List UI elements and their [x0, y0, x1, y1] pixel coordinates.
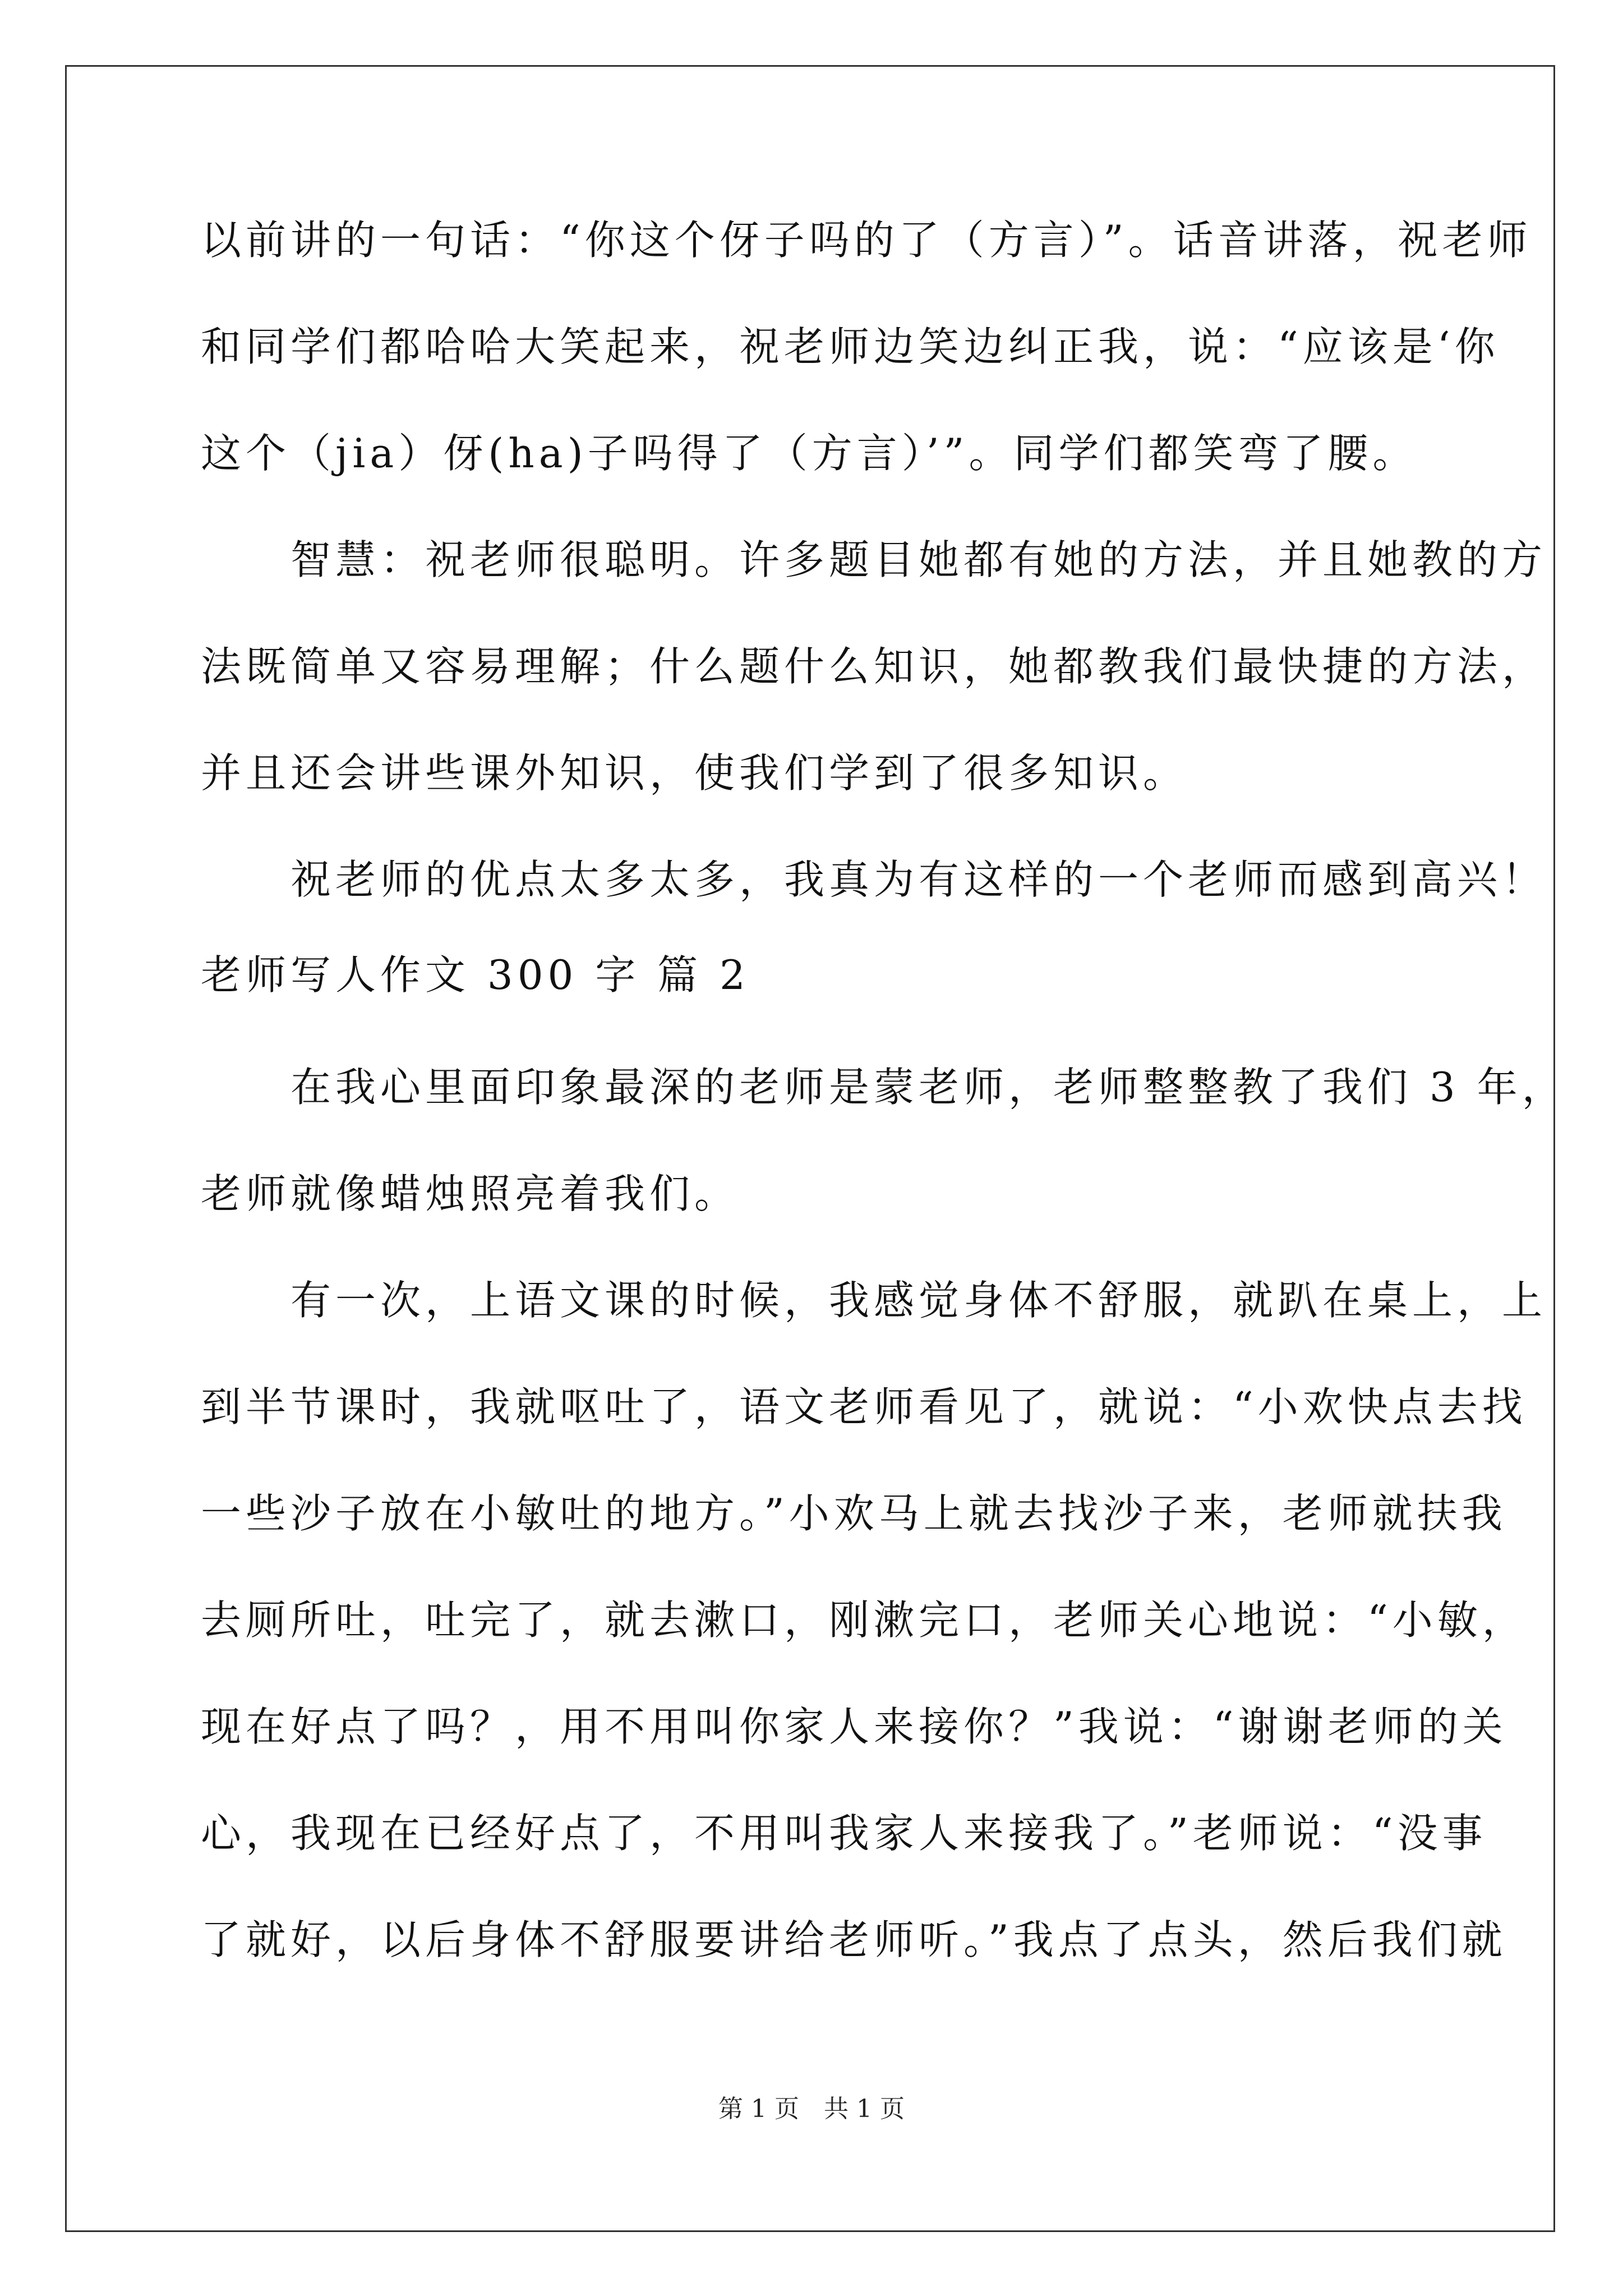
page-footer: 第 1 页 共 1 页 — [718, 2095, 905, 2123]
text-line: 一些沙子放在小敏吐的地方。”小欢马上就去找沙子来，老师就扶我 — [201, 1490, 1507, 1537]
text-line: 祝老师的优点太多太多，我真为有这样的一个老师而感到高兴！ — [201, 856, 1547, 903]
text-line: 以前讲的一句话：“你这个伢子吗的了（方言）”。话音讲落，祝老师 — [201, 217, 1532, 264]
text-line: 心，我现在已经好点了，不用叫我家人来接我了。”老师说：“没事 — [201, 1810, 1487, 1857]
text-line: 这个（jia）伢(ha)子吗得了（方言）’”。同学们都笑弯了腰。 — [201, 430, 1418, 477]
text-line: 有一次，上语文课的时候，我感觉身体不舒服，就趴在桌上，上 — [201, 1277, 1547, 1324]
text-line: 到半节课时，我就呕吐了，语文老师看见了，就说：“小欢快点去找 — [201, 1383, 1527, 1430]
text-line: 老师就像蜡烛照亮着我们。 — [201, 1170, 740, 1217]
text-line: 了就好，以后身体不舒服要讲给老师听。”我点了点头，然后我们就 — [201, 1916, 1507, 1963]
text-line: 现在好点了吗？，用不用叫你家人来接你？”我说：“谢谢老师的关 — [201, 1703, 1507, 1750]
text-line: 智慧：祝老师很聪明。许多题目她都有她的方法，并且她教的方 — [201, 536, 1547, 583]
text-line: 在我心里面印象最深的老师是蒙老师，老师整整教了我们 3 年， — [201, 1064, 1567, 1111]
text-line: 法既简单又容易理解；什么题什么知识，她都教我们最快捷的方法， — [201, 643, 1547, 690]
text-line: 和同学们都哈哈大笑起来，祝老师边笑边纠正我，说：“应该是‘你 — [201, 323, 1500, 370]
text-line: 并且还会讲些课外知识，使我们学到了很多知识。 — [201, 749, 1188, 797]
section-heading: 老师写人作文 300 字 篇 2 — [201, 951, 750, 999]
text-line: 去厕所吐，吐完了，就去漱口，刚漱完口，老师关心地说：“小敏， — [201, 1596, 1527, 1644]
page-border — [65, 65, 1555, 2232]
